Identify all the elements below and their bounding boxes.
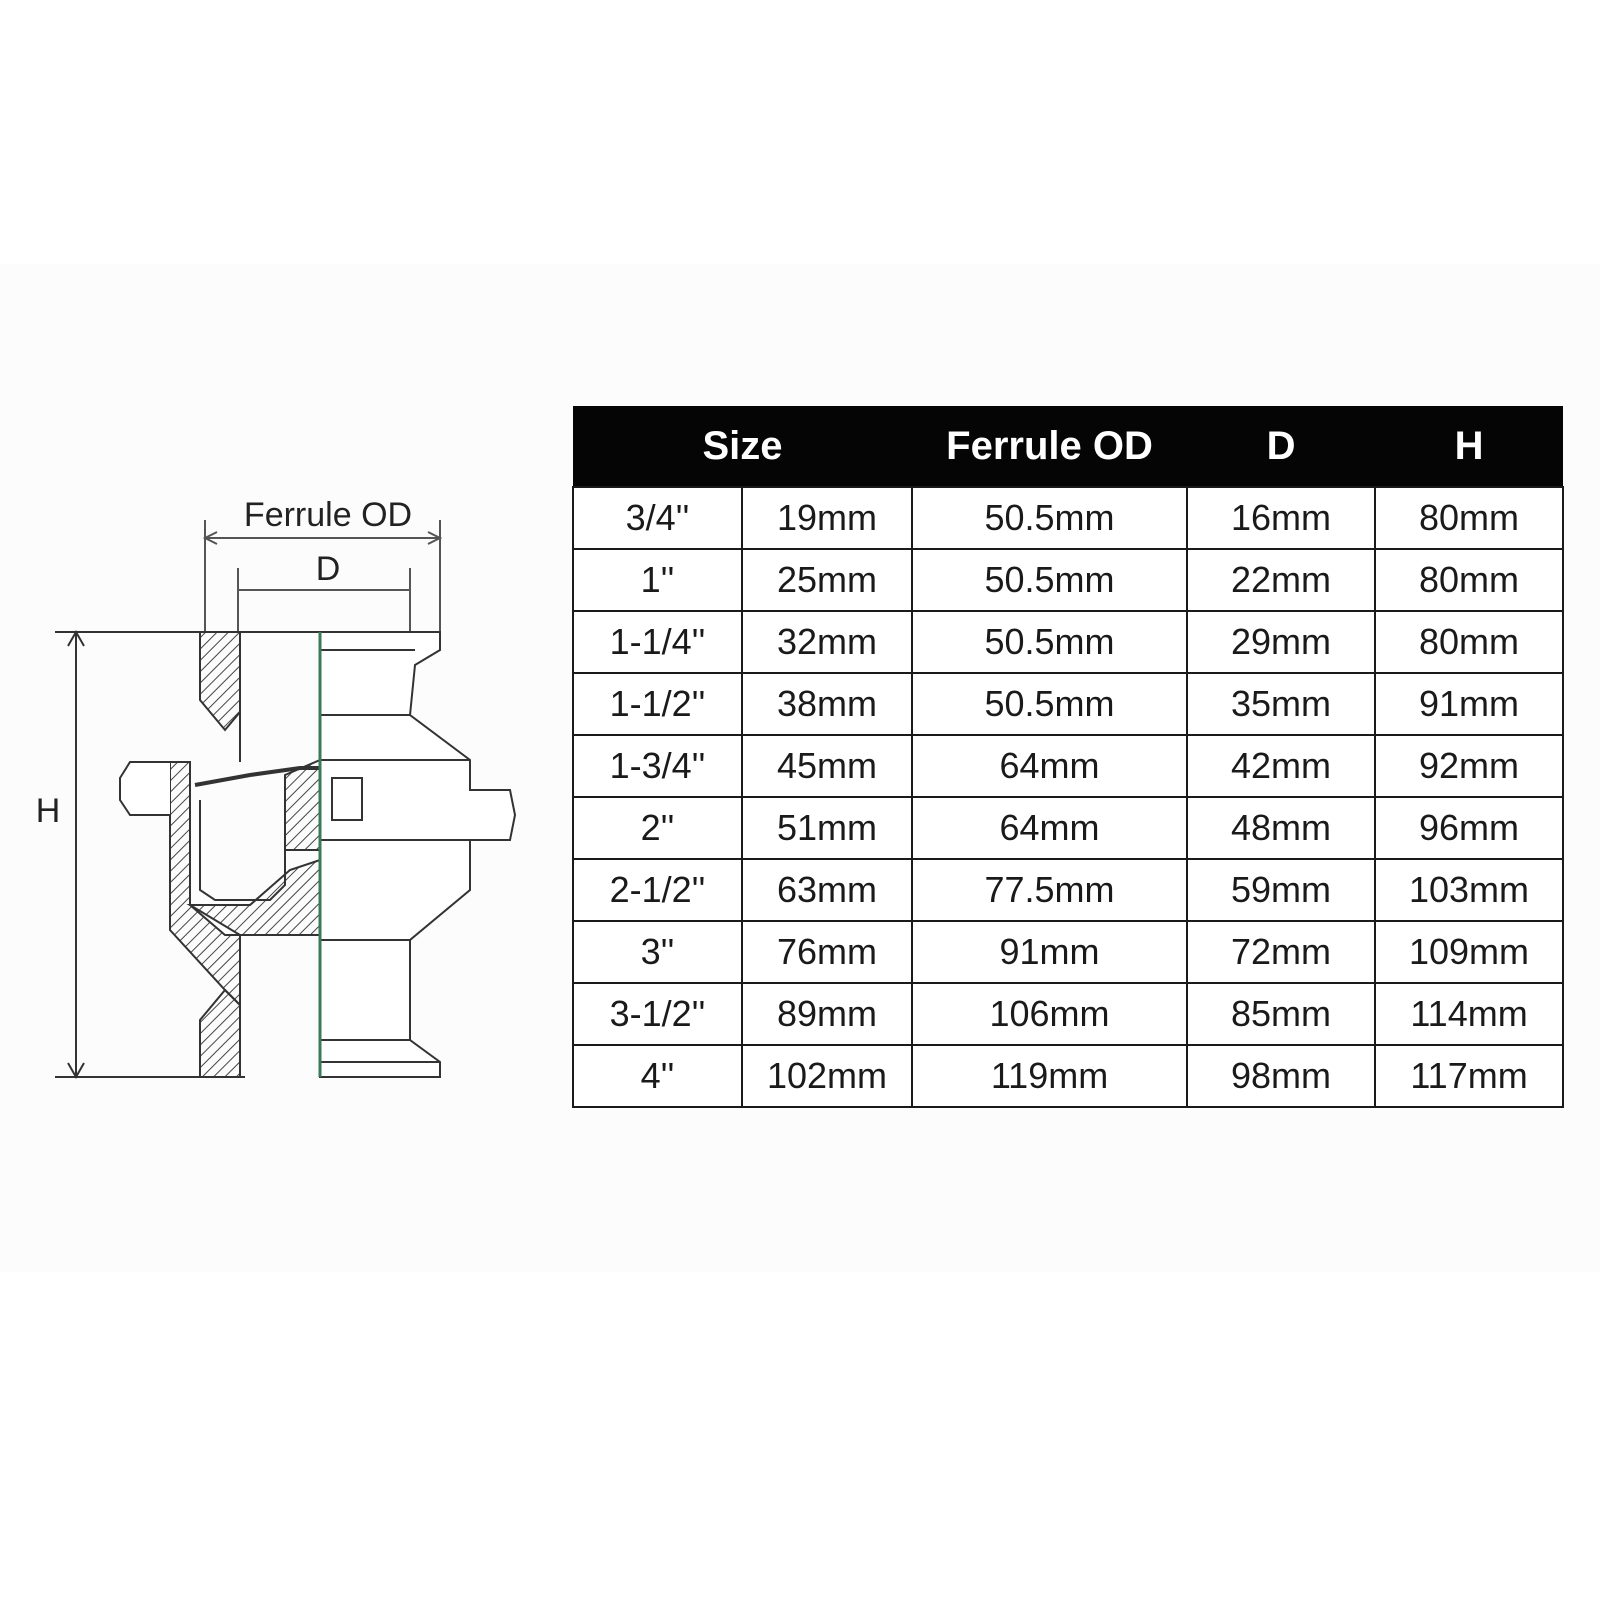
cell-h: 80mm (1375, 611, 1563, 673)
valve-drawing (0, 0, 560, 1120)
cell-size-inch: 1-1/4'' (573, 611, 742, 673)
cell-d: 48mm (1187, 797, 1375, 859)
cell-h: 80mm (1375, 549, 1563, 611)
cell-d: 59mm (1187, 859, 1375, 921)
cell-size-mm: 45mm (742, 735, 912, 797)
cell-d: 35mm (1187, 673, 1375, 735)
cell-ferrule-od: 91mm (912, 921, 1187, 983)
valve-section-view (120, 632, 320, 1077)
header-d: D (1187, 406, 1375, 487)
table-row (573, 611, 1563, 673)
cell-size-inch: 1-1/2'' (573, 673, 742, 735)
cell-size-mm: 51mm (742, 797, 912, 859)
cell-size-mm: 32mm (742, 611, 912, 673)
cell-d: 16mm (1187, 487, 1375, 549)
cell-ferrule-od: 50.5mm (912, 611, 1187, 673)
cell-d: 29mm (1187, 611, 1375, 673)
cell-h: 92mm (1375, 735, 1563, 797)
table-row (573, 673, 1563, 735)
cell-ferrule-od: 77.5mm (912, 859, 1187, 921)
cell-h: 103mm (1375, 859, 1563, 921)
header-ferrule-od: Ferrule OD (912, 406, 1187, 487)
table-row (573, 549, 1563, 611)
cell-ferrule-od: 106mm (912, 983, 1187, 1045)
cell-ferrule-od: 50.5mm (912, 549, 1187, 611)
table-row (573, 797, 1563, 859)
cell-size-inch: 4'' (573, 1045, 742, 1107)
cell-size-mm: 76mm (742, 921, 912, 983)
cell-h: 117mm (1375, 1045, 1563, 1107)
table-row (573, 983, 1563, 1045)
ferrule-od-label: Ferrule OD (243, 496, 413, 534)
cell-d: 42mm (1187, 735, 1375, 797)
cell-ferrule-od: 50.5mm (912, 487, 1187, 549)
table-row (573, 859, 1563, 921)
header-size: Size (573, 406, 912, 487)
cell-h: 114mm (1375, 983, 1563, 1045)
cell-size-inch: 1-3/4'' (573, 735, 742, 797)
cell-h: 80mm (1375, 487, 1563, 549)
cell-ferrule-od: 64mm (912, 797, 1187, 859)
cell-size-mm: 63mm (742, 859, 912, 921)
table-row (573, 735, 1563, 797)
d-label: D (315, 550, 341, 588)
h-label: H (35, 792, 61, 830)
table-row (573, 487, 1563, 549)
cell-ferrule-od: 64mm (912, 735, 1187, 797)
table-header-row (573, 406, 1563, 487)
cell-size-inch: 2-1/2'' (573, 859, 742, 921)
table-row (573, 1045, 1563, 1107)
cell-size-inch: 2'' (573, 797, 742, 859)
cell-ferrule-od: 50.5mm (912, 673, 1187, 735)
cell-size-inch: 1'' (573, 549, 742, 611)
cell-d: 22mm (1187, 549, 1375, 611)
cell-size-inch: 3'' (573, 921, 742, 983)
header-h: H (1375, 406, 1563, 487)
cell-h: 109mm (1375, 921, 1563, 983)
cell-h: 91mm (1375, 673, 1563, 735)
cell-d: 85mm (1187, 983, 1375, 1045)
cell-size-inch: 3-1/2'' (573, 983, 742, 1045)
table-row (573, 921, 1563, 983)
cell-size-mm: 38mm (742, 673, 912, 735)
cell-ferrule-od: 119mm (912, 1045, 1187, 1107)
cell-d: 72mm (1187, 921, 1375, 983)
cell-d: 98mm (1187, 1045, 1375, 1107)
cell-size-inch: 3/4'' (573, 487, 742, 549)
cell-size-mm: 102mm (742, 1045, 912, 1107)
cell-h: 96mm (1375, 797, 1563, 859)
valve-outline-view (320, 632, 515, 1077)
size-spec-table (572, 406, 1564, 1108)
cell-size-mm: 89mm (742, 983, 912, 1045)
cell-size-mm: 19mm (742, 487, 912, 549)
cell-size-mm: 25mm (742, 549, 912, 611)
